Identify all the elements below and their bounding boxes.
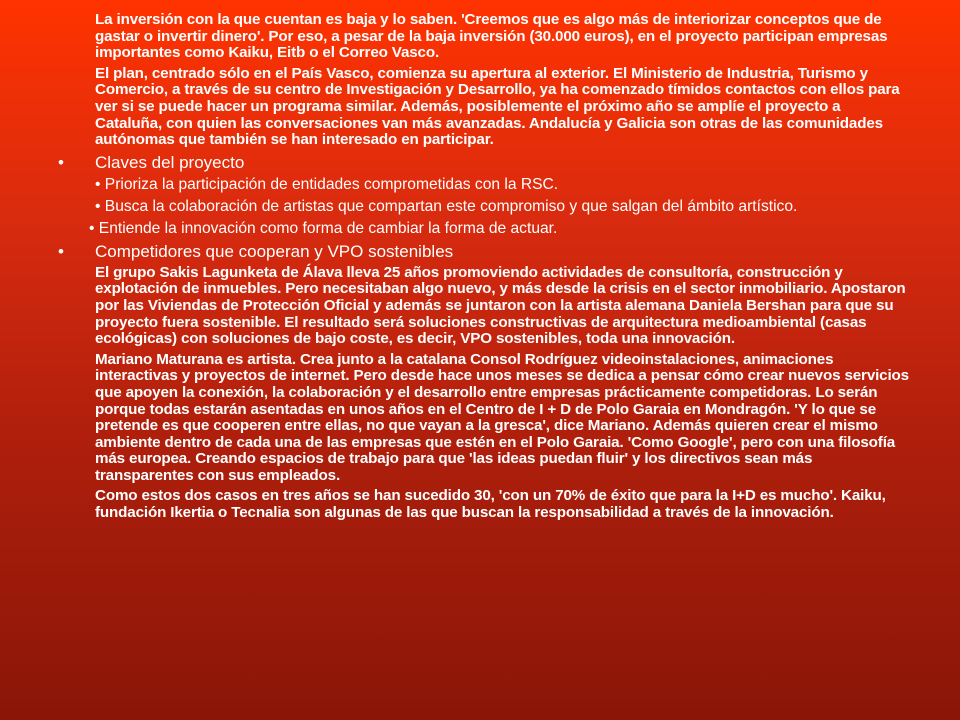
bullet-icon: • bbox=[58, 152, 64, 172]
bullet-icon: • bbox=[58, 241, 64, 261]
paragraph-plan: El plan, centrado sólo en el País Vasco, comienza su apertura al exterior. El Ministerio de Industria, Turismo y Comercio, a través de su centro de Investigación y Desarrollo, ya ha comenzado tímidos contactos con ellos para ver si se puede hacer un programa similar. Además, posiblemente el próximo año se amplíe el proyecto a Cataluña, con quien las conversaciones van más avanzadas. Andalucía y Galicia son otras de las comunidades autónomas que también se han interesado en participar. bbox=[95, 64, 900, 149]
section-competidores-heading bbox=[58, 241, 910, 262]
slide-content bbox=[0, 12, 960, 526]
paragraph-maturana: Mariano Maturana es artista. Crea junto a la catalana Consol Rodríguez videoinstalaciones, animaciones interactivas y proyectos de internet. Pero desde hace unos meses se dedica a pensar cómo crear nuevos servicios que apoyen la conexión, la colaboración y el desarrollo entre empresas prácticamente competidoras. Lo serán porque todas estarán asentadas en unos años en el Centro de I + D de Polo Garaia en Mondragón. 'Y lo que se pretende es que cooperen entre ellas, no que vayan a la gresca', dice Mariano. Además quieren crear el mismo ambiente dentro de cada una de las empresas que estén en el Polo Garaia. 'Como Google', pero con una filosofía más europea. Creando espacios de trabajo para que 'las ideas puedan fluir' y los directivos sean más transparentes con sus empleados. bbox=[95, 350, 909, 484]
paragraph-sakis: El grupo Sakis Lagunketa de Álava lleva 25 años promoviendo actividades de consultoría, construcción y explotación de inmuebles. Pero necesitaban algo nuevo, y más desde la crisis en el sector inmobiliario. Apostaron por las Viviendas de Protección Oficial y además se juntaron con la artista alemana Daniela Bershan para que su proyecto fuera sostenible. El resultado será soluciones constructivas de arquitectura medioambiental (casas ecológicas) con soluciones de bajo coste, es decir, VPO sostenibles, toda una innovación. bbox=[95, 263, 906, 348]
section-claves-heading bbox=[58, 152, 910, 173]
section-competidores-title: Competidores que cooperan y VPO sostenibles bbox=[95, 241, 454, 261]
paragraph-casos: Como estos dos casos en tres años se han sucedido 30, 'con un 70% de éxito que para la I+D es mucho'. Kaiku, fundación Ikertia o Tecnalia son algunas de las que buscan la responsabilidad a través de la innovación. bbox=[95, 487, 886, 522]
claves-item-rsc: • Prioriza la participación de entidades comprometidas con la RSC. bbox=[95, 175, 559, 193]
claves-item-artistas: • Busca la colaboración de artistas que compartan este compromiso y que salgan del ámbito artístico. bbox=[95, 197, 798, 215]
paragraph-inversion: La inversión con la que cuentan es baja y lo saben. 'Creemos que es algo más de interiorizar conceptos que de gastar o invertir dinero'. Por eso, a pesar de la baja inversión (30.000 euros), en el proyecto participan empresas importantes como Kaiku, Eitb o el Correo Vasco. bbox=[95, 11, 888, 62]
claves-item-innovacion: • Entiende la innovación como forma de cambiar la forma de actuar. bbox=[89, 219, 558, 237]
section-claves-title: Claves del proyecto bbox=[95, 152, 245, 172]
